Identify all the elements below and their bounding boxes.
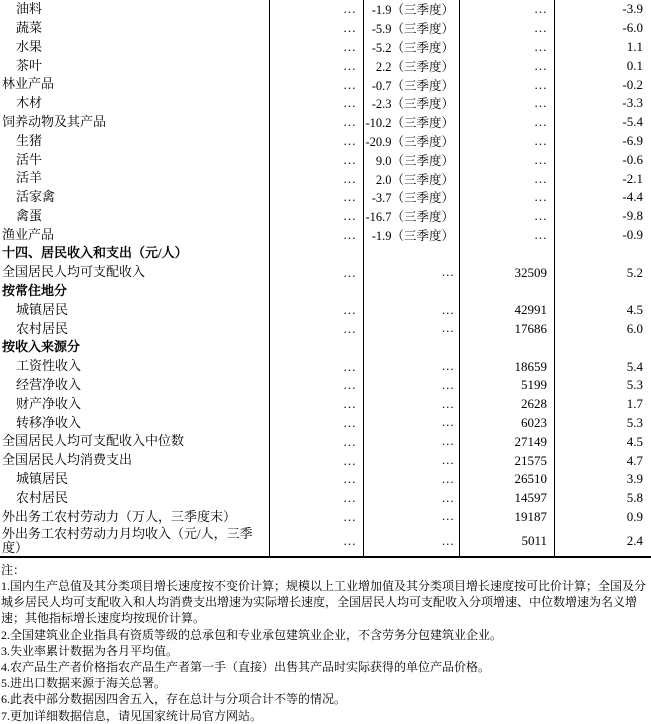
col2-cell: … xyxy=(269,357,363,376)
col4-cell: 27149 xyxy=(459,432,554,451)
col2-cell xyxy=(269,338,363,357)
col5-cell: -2.1 xyxy=(554,169,651,188)
col2-cell: … xyxy=(269,0,363,19)
col3-cell: … xyxy=(363,508,459,527)
notes-title: 注： xyxy=(1,562,26,577)
col3-cell: -2.3（三季度） xyxy=(363,94,459,113)
col2-cell: … xyxy=(269,526,363,556)
note-item: 2.全国建筑业企业指具有资质等级的总承包和专业承包建筑业企业，不含劳务分包建筑业企业。 xyxy=(1,627,503,642)
indicator-cell: 渔业产品 xyxy=(2,226,55,242)
col5-cell: 4.5 xyxy=(554,432,651,451)
table-row xyxy=(0,470,651,489)
col5-cell: 5.3 xyxy=(554,376,651,395)
col3-cell: -0.7（三季度） xyxy=(363,75,459,94)
table-row xyxy=(0,301,651,320)
col2-cell xyxy=(269,244,363,263)
col4-cell xyxy=(459,244,554,263)
table-row xyxy=(0,376,651,395)
col3-cell: 2.2（三季度） xyxy=(363,56,459,75)
col2-cell: … xyxy=(269,75,363,94)
col5-cell: 4.5 xyxy=(554,301,651,320)
note-item: 3.失业率累计数据为各月平均值。 xyxy=(1,643,179,658)
col2-cell xyxy=(269,282,363,301)
col3-cell: … xyxy=(363,263,459,282)
table-row xyxy=(0,75,651,94)
col4-cell: … xyxy=(459,150,554,169)
col3-cell: … xyxy=(363,526,459,556)
table-row xyxy=(0,226,651,245)
col4-cell: … xyxy=(459,19,554,38)
col4-cell: … xyxy=(459,0,554,19)
notes-section xyxy=(0,558,651,724)
table-row xyxy=(0,207,651,226)
col2-cell: … xyxy=(269,132,363,151)
col5-cell xyxy=(554,338,651,357)
col4-cell: … xyxy=(459,226,554,245)
col2-cell: … xyxy=(269,226,363,245)
col4-cell: … xyxy=(459,94,554,113)
col5-cell: 5.2 xyxy=(554,263,651,282)
indicator-cell: 活羊 xyxy=(16,170,43,186)
col4-cell: … xyxy=(459,113,554,132)
indicator-cell: 生猪 xyxy=(16,132,43,148)
table-row xyxy=(0,94,651,113)
col4-cell xyxy=(459,282,554,301)
table-row xyxy=(0,0,651,19)
col4-cell: 19187 xyxy=(459,508,554,527)
indicator-cell: 全国居民人均可支配收入 xyxy=(2,264,146,280)
indicator-cell: 全国居民人均消费支出 xyxy=(2,452,133,468)
col5-cell: 5.4 xyxy=(554,357,651,376)
indicator-cell: 林业产品 xyxy=(2,76,55,92)
table-row xyxy=(0,508,651,527)
indicator-cell: 禽蛋 xyxy=(16,207,43,223)
col5-cell: -4.4 xyxy=(554,188,651,207)
note-item: 7.更加详细数据信息，请见国家统计局官方网站。 xyxy=(1,708,263,723)
indicator-cell: 全国居民人均可支配收入中位数 xyxy=(2,433,185,449)
col5-cell: 1.7 xyxy=(554,395,651,414)
table-row xyxy=(0,150,651,169)
col5-cell: -9.8 xyxy=(554,207,651,226)
col5-cell xyxy=(554,282,651,301)
col5-cell: 0.9 xyxy=(554,508,651,527)
col4-cell: … xyxy=(459,169,554,188)
note-item: 4.农产品生产者价格指农产品生产者第一手（直接）出售其产品时实际获得的单位产品价格。 xyxy=(1,660,491,675)
table-row xyxy=(0,320,651,339)
table-row xyxy=(0,282,651,301)
indicator-cell: 外出务工农村劳动力月均收入（元/人，三季度） xyxy=(2,525,253,556)
col4-cell: 26510 xyxy=(459,470,554,489)
col3-cell xyxy=(363,282,459,301)
col2-cell: … xyxy=(269,169,363,188)
col3-cell: -10.2（三季度） xyxy=(363,113,459,132)
col5-cell: 5.3 xyxy=(554,414,651,433)
col4-cell: … xyxy=(459,188,554,207)
col4-cell: 21575 xyxy=(459,451,554,470)
col5-cell: -0.9 xyxy=(554,226,651,245)
indicator-cell: 油料 xyxy=(16,1,43,17)
col5-cell: -0.2 xyxy=(554,75,651,94)
col4-cell xyxy=(459,338,554,357)
col3-cell: -3.7（三季度） xyxy=(363,188,459,207)
col3-cell: -1.9（三季度） xyxy=(363,226,459,245)
indicator-cell: 经营净收入 xyxy=(16,377,82,393)
table-row xyxy=(0,526,651,556)
table-row xyxy=(0,489,651,508)
col5-cell: 5.8 xyxy=(554,489,651,508)
col3-cell: … xyxy=(363,432,459,451)
col5-cell: 6.0 xyxy=(554,320,651,339)
table-row xyxy=(0,414,651,433)
table-row xyxy=(0,263,651,282)
col2-cell: … xyxy=(269,19,363,38)
col3-cell: -5.2（三季度） xyxy=(363,38,459,57)
indicator-cell: 转移净收入 xyxy=(16,414,82,430)
col4-cell: 14597 xyxy=(459,489,554,508)
col5-cell: -5.4 xyxy=(554,113,651,132)
col5-cell xyxy=(554,244,651,263)
col4-cell: 42991 xyxy=(459,301,554,320)
col2-cell: … xyxy=(269,376,363,395)
col4-cell: … xyxy=(459,132,554,151)
col5-cell: 0.1 xyxy=(554,56,651,75)
col3-cell: 9.0（三季度） xyxy=(363,150,459,169)
col3-cell: … xyxy=(363,395,459,414)
indicator-cell: 按收入来源分 xyxy=(2,339,81,355)
col4-cell: 17686 xyxy=(459,320,554,339)
table-row xyxy=(0,38,651,57)
col5-cell: -6.0 xyxy=(554,19,651,38)
col5-cell: -3.9 xyxy=(554,0,651,19)
col2-cell: … xyxy=(269,188,363,207)
col3-cell: -20.9（三季度） xyxy=(363,132,459,151)
indicator-cell: 活家禽 xyxy=(16,189,56,205)
table-row xyxy=(0,357,651,376)
col3-cell: … xyxy=(363,489,459,508)
col3-cell: -16.7（三季度） xyxy=(363,207,459,226)
col5-cell: 3.9 xyxy=(554,470,651,489)
indicator-cell: 十四、居民收入和支出（元/人） xyxy=(2,245,188,261)
table-row xyxy=(0,451,651,470)
col4-cell: 6023 xyxy=(459,414,554,433)
indicator-cell: 饲养动物及其产品 xyxy=(2,113,107,129)
col5-cell: 1.1 xyxy=(554,38,651,57)
col3-cell xyxy=(363,244,459,263)
indicator-cell: 蔬菜 xyxy=(16,19,43,35)
table-row xyxy=(0,19,651,38)
col2-cell: … xyxy=(269,301,363,320)
notes-list xyxy=(1,578,649,724)
col3-cell: -5.9（三季度） xyxy=(363,19,459,38)
indicator-cell: 工资性收入 xyxy=(16,358,82,374)
col3-cell: … xyxy=(363,414,459,433)
col4-cell: … xyxy=(459,75,554,94)
table-row xyxy=(0,56,651,75)
table-row xyxy=(0,432,651,451)
table-row xyxy=(0,395,651,414)
col3-cell: … xyxy=(363,301,459,320)
col3-cell: … xyxy=(363,320,459,339)
col3-cell: … xyxy=(363,376,459,395)
table-row xyxy=(0,169,651,188)
table-row xyxy=(0,132,651,151)
col2-cell: … xyxy=(269,263,363,282)
indicator-cell: 城镇居民 xyxy=(16,471,69,487)
col2-cell: … xyxy=(269,432,363,451)
col5-cell: 2.4 xyxy=(554,526,651,556)
col2-cell: … xyxy=(269,395,363,414)
col2-cell: … xyxy=(269,451,363,470)
col2-cell: … xyxy=(269,489,363,508)
col2-cell: … xyxy=(269,320,363,339)
indicator-cell: 按常住地分 xyxy=(2,283,68,299)
table-row xyxy=(0,244,651,263)
indicator-cell: 茶叶 xyxy=(16,57,43,73)
col2-cell: … xyxy=(269,150,363,169)
col4-cell: 2628 xyxy=(459,395,554,414)
col3-cell: … xyxy=(363,451,459,470)
table-row xyxy=(0,113,651,132)
col4-cell: 32509 xyxy=(459,263,554,282)
note-item: 6.此表中部分数据因四舍五入，存在总计与分项合计不等的情况。 xyxy=(1,692,347,707)
col5-cell: -0.6 xyxy=(554,150,651,169)
col5-cell: -6.9 xyxy=(554,132,651,151)
indicator-cell: 木材 xyxy=(16,95,43,111)
col3-cell xyxy=(363,338,459,357)
col4-cell: … xyxy=(459,56,554,75)
note-item: 1.国内生产总值及其分类项目增长速度按不变价计算；规模以上工业增加值及其分类项目增长速度按可比价计算；全国及分城乡居民人均可支配收入和人均消费支出增速为实际增长速度，全国居民人均可支配收入分项增速、中位数增速为名义增速；其他指标增长速度均按现价计算。 xyxy=(1,579,647,626)
table-row xyxy=(0,338,651,357)
note-item: 5.进出口数据来源于海关总署。 xyxy=(1,676,167,691)
table-row xyxy=(0,188,651,207)
col4-cell: … xyxy=(459,207,554,226)
col5-cell: -3.3 xyxy=(554,94,651,113)
col3-cell: 2.0（三季度） xyxy=(363,169,459,188)
indicator-cell: 农村居民 xyxy=(16,320,69,336)
indicator-cell: 城镇居民 xyxy=(16,301,69,317)
col4-cell: … xyxy=(459,38,554,57)
col2-cell: … xyxy=(269,414,363,433)
indicator-cell: 外出务工农村劳动力（万人，三季度末） xyxy=(2,508,237,524)
col2-cell: … xyxy=(269,94,363,113)
col3-cell: -1.9（三季度） xyxy=(363,0,459,19)
indicator-cell: 财产净收入 xyxy=(16,395,82,411)
col4-cell: 18659 xyxy=(459,357,554,376)
col2-cell: … xyxy=(269,38,363,57)
col2-cell: … xyxy=(269,113,363,132)
col5-cell: 4.7 xyxy=(554,451,651,470)
indicator-cell: 水果 xyxy=(16,38,43,54)
col4-cell: 5199 xyxy=(459,376,554,395)
col4-cell: 5011 xyxy=(459,526,554,556)
indicator-cell: 农村居民 xyxy=(16,489,69,505)
col2-cell: … xyxy=(269,508,363,527)
col3-cell: … xyxy=(363,470,459,489)
indicator-cell: 活牛 xyxy=(16,151,43,167)
col3-cell: … xyxy=(363,357,459,376)
col2-cell: … xyxy=(269,470,363,489)
col2-cell: … xyxy=(269,207,363,226)
col2-cell: … xyxy=(269,56,363,75)
